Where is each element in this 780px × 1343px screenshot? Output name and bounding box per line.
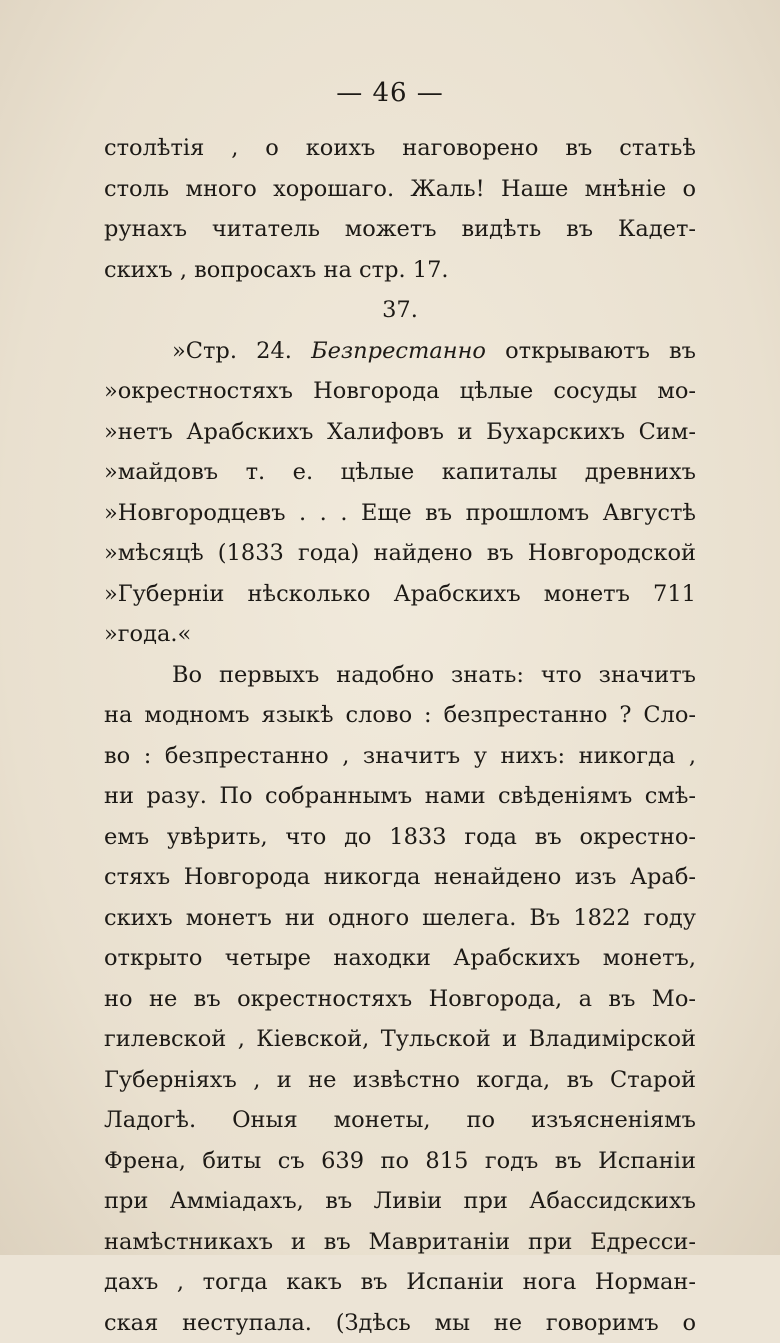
text-line: Во первыхъ надобно знать: что значитъ [104,655,696,696]
text-line: гилевской , Кіевской, Тульской и Владимірской [104,1019,696,1060]
text-line: рунахъ читатель можетъ видѣть въ Кадет- [104,209,696,250]
text-line: скихъ монетъ ни одного шелега. Въ 1822 году [104,898,696,939]
text-line: »Губерніи нѣсколько Арабскихъ монетъ 711 [104,574,696,615]
text-line: Ладогѣ. Оныя монеты, по изъясненіямъ [104,1100,696,1141]
text-line: открыто четыре находки Арабскихъ монетъ, [104,938,696,979]
text-line: »окрестностяхъ Новгорода цѣлые сосуды мо- [104,371,696,412]
text-line: на модномъ языкѣ слово : безпрестанно ? Сло- [104,695,696,736]
text-line: ни разу. По собраннымъ нами свѣденіямъ смѣ- [104,776,696,817]
text-line: стяхъ Новгорода никогда ненайдено изъ Араб- [104,857,696,898]
text-line: столѣтія , о коихъ наговорено въ статьѣ [104,128,696,169]
text-line: »года.« [104,614,696,655]
text-line: столь много хорошаго. Жаль! Наше мнѣніе о [104,169,696,210]
text-line [104,331,696,372]
text-line: емъ увѣрить, что до 1833 года въ окрестно- [104,817,696,858]
text-line: »майдовъ т. е. цѣлые капиталы древнихъ [104,452,696,493]
text-line: во : безпрестанно , значитъ у нихъ: никогда , [104,736,696,777]
text-line: »Новгородцевъ . . . Еще въ прошломъ Августѣ [104,493,696,534]
text-line: »нетъ Арабскихъ Халифовъ и Бухарскихъ Сим- [104,412,696,453]
text-line: скихъ , вопросахъ на стр. 17. [104,250,696,291]
text-line: »мѣсяцѣ (1833 года) найдено въ Новгородской [104,533,696,574]
text-line: Губерніяхъ , и не извѣстно когда, въ Старой [104,1060,696,1101]
text-segment: »Стр. 24. [172,338,311,364]
italic-word: Безпрестанно [311,338,486,364]
text-line: дахъ , тогда какъ въ Испаніи нога Норман- [104,1262,696,1303]
text-line: намѣстникахъ и въ Мавританіи при Едресси- [104,1222,696,1263]
text-line: но не въ окрестностяхъ Новгорода, а въ Мо- [104,979,696,1020]
text-line: при Амміадахъ, въ Ливіи при Абассидскихъ [104,1181,696,1222]
text-line: 37. [104,290,696,331]
page-number: — 46 — [0,78,780,108]
text-line: ская неступала. (Здѣсь мы не говоримъ о [104,1303,696,1343]
text-line: Френа, биты съ 639 по 815 годъ въ Испаніи [104,1141,696,1182]
page-text [104,128,696,1343]
text-segment: открываютъ въ [486,338,696,364]
